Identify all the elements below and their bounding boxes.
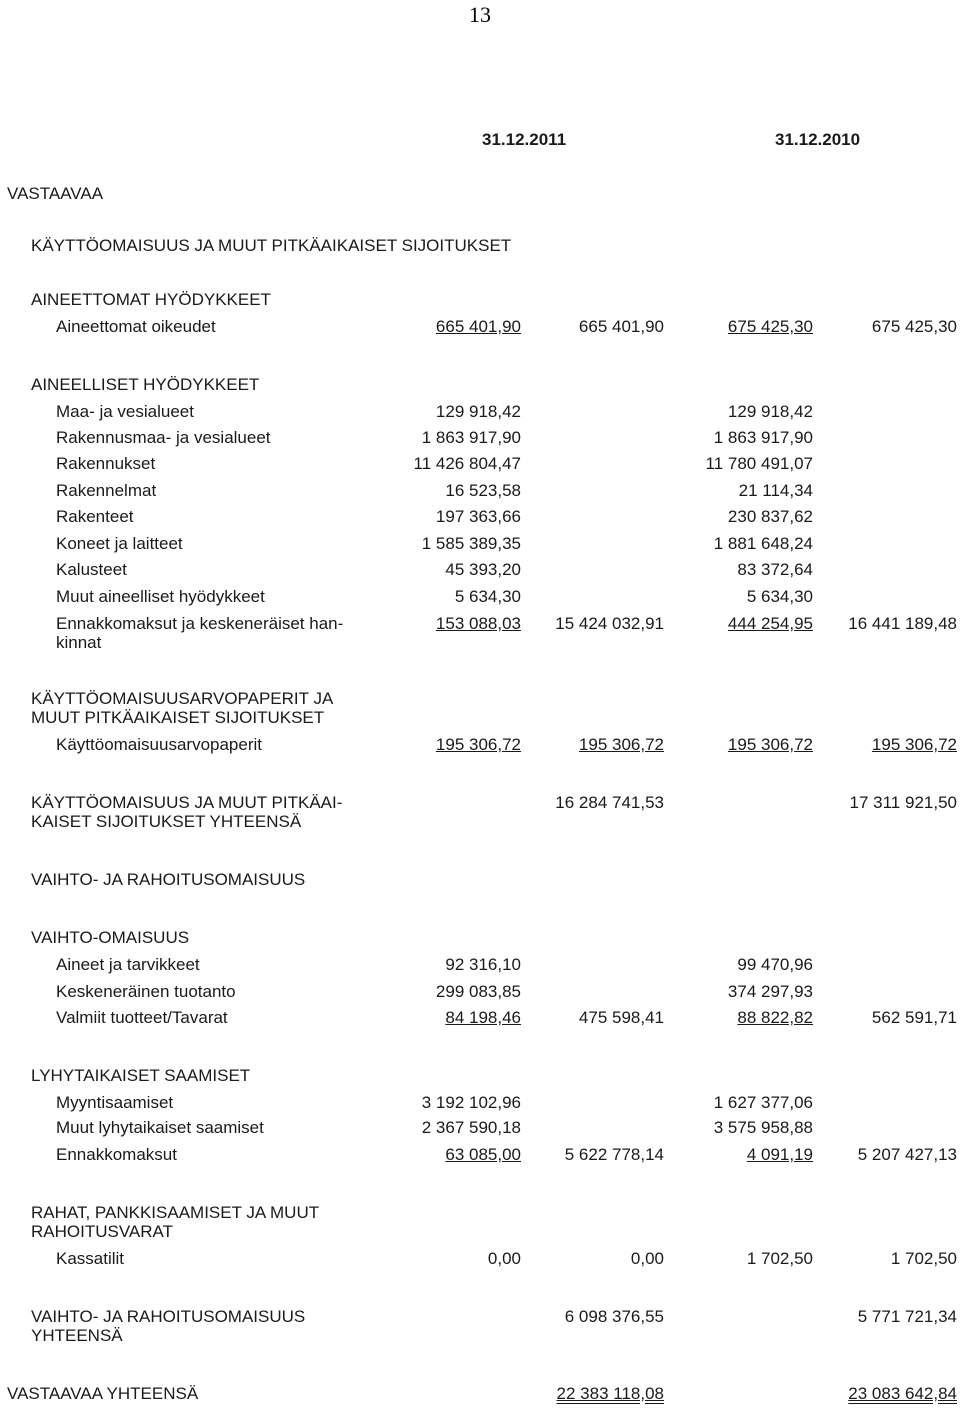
value-2010-detail: 21 114,34 [738, 481, 813, 500]
value-2010-detail: 83 372,64 [737, 560, 813, 579]
value-2010-total: 675 425,30 [871, 317, 957, 336]
value-2010-detail: 4 091,19 [746, 1145, 813, 1164]
value-2011-detail: 153 088,03 [435, 614, 521, 633]
value-2011-detail: 299 083,85 [435, 982, 521, 1001]
column-header-2010: 31.12.2010 [775, 130, 861, 149]
group-heading-rahat-line1: RAHAT, PANKKISAAMISET JA MUUT [31, 1203, 320, 1222]
row-label: Ennakkomaksut [56, 1145, 177, 1164]
value-2011-detail: 11 426 804,47 [413, 454, 521, 473]
value-2010-total: 562 591,71 [871, 1008, 957, 1027]
value-2010-total: 195 306,72 [871, 735, 957, 754]
value-2011-detail: 3 192 102,96 [421, 1093, 521, 1112]
row-label: Rakennelmat [56, 481, 157, 500]
section-total-2011: 6 098 376,55 [564, 1307, 664, 1326]
row-label-line2: kinnat [56, 633, 102, 652]
row-label: Rakenteet [56, 507, 134, 526]
row-label: Maa- ja vesialueet [56, 402, 194, 421]
value-2010-detail: 1 881 648,24 [713, 534, 813, 553]
group-heading-rahat-line2: RAHOITUSVARAT [31, 1222, 173, 1241]
group-heading-aineettomat: AINEETTOMAT HYÖDYKKEET [31, 290, 271, 309]
row-label: Aineet ja tarvikkeet [56, 955, 200, 974]
row-label: Kassatilit [56, 1249, 125, 1268]
value-2010-detail: 1 702,50 [746, 1249, 813, 1268]
value-2010-detail: 11 780 491,07 [705, 454, 813, 473]
value-2011-detail: 45 393,20 [445, 560, 521, 579]
section-total-label-line1: VAIHTO- JA RAHOITUSOMAISUUS [31, 1307, 306, 1326]
vastaavaa-heading: VASTAAVAA [7, 184, 104, 203]
row-label: Käyttöomaisuusarvopaperit [56, 735, 263, 754]
value-2011-detail: 665 401,90 [435, 317, 521, 336]
value-2010-detail: 3 575 958,88 [713, 1118, 813, 1137]
value-2010-detail: 374 297,93 [727, 982, 813, 1001]
grand-total-label: VASTAAVAA YHTEENSÄ [7, 1384, 199, 1403]
value-2010-detail: 5 634,30 [746, 587, 813, 606]
value-2011-total: 0,00 [630, 1249, 664, 1268]
row-label: Muut lyhytaikaiset saamiset [56, 1118, 264, 1137]
section-heading: VAIHTO- JA RAHOITUSOMAISUUS [31, 870, 306, 889]
value-2010-detail: 99 470,96 [737, 955, 813, 974]
row-label: Aineettomat oikeudet [56, 317, 216, 336]
value-2010-detail: 195 306,72 [727, 735, 813, 754]
value-2011-detail: 1 585 389,35 [421, 534, 521, 553]
value-2010-detail: 88 822,82 [737, 1008, 813, 1027]
section-total-2010: 17 311 921,50 [849, 793, 957, 812]
value-2011-total: 195 306,72 [578, 735, 664, 754]
row-label-line1: Ennakkomaksut ja keskeneräiset han- [56, 614, 344, 633]
row-label: Koneet ja laitteet [56, 534, 183, 553]
value-2010-detail: 129 918,42 [727, 402, 813, 421]
value-2010-detail: 230 837,62 [727, 507, 813, 526]
section-heading: KÄYTTÖOMAISUUS JA MUUT PITKÄAIKAISET SIJOITUKSET [31, 236, 512, 255]
value-2011-detail: 1 863 917,90 [421, 428, 521, 447]
value-2011-detail: 2 367 590,18 [421, 1118, 521, 1137]
row-label: Valmiit tuotteet/Tavarat [56, 1008, 228, 1027]
value-2011-detail: 5 634,30 [454, 587, 521, 606]
value-2010-detail: 1 863 917,90 [713, 428, 813, 447]
row-label: Keskeneräinen tuotanto [56, 982, 236, 1001]
page-number: 13 [469, 2, 491, 27]
value-2010-total: 16 441 189,48 [848, 614, 957, 633]
section-total-2011: 16 284 741,53 [555, 793, 664, 812]
column-header-2011: 31.12.2011 [482, 130, 567, 149]
group-heading-aineelliset: AINEELLISET HYÖDYKKEET [31, 375, 260, 394]
value-2011-total: 15 424 032,91 [555, 614, 664, 633]
section-total-label-line1: KÄYTTÖOMAISUUS JA MUUT PITKÄAI- [31, 793, 343, 812]
row-label: Muut aineelliset hyödykkeet [56, 587, 265, 606]
value-2011-detail: 16 523,58 [445, 481, 521, 500]
value-2011-total: 475 598,41 [578, 1008, 664, 1027]
value-2010-detail: 1 627 377,06 [713, 1093, 813, 1112]
section-total-label-line2: YHTEENSÄ [31, 1326, 123, 1345]
grand-total-2010: 23 083 642,84 [848, 1384, 957, 1403]
row-label: Myyntisaamiset [56, 1093, 174, 1112]
group-heading-vaihto: VAIHTO-OMAISUUS [31, 928, 190, 947]
value-2011-total: 5 622 778,14 [564, 1145, 664, 1164]
row-label: Rakennukset [56, 454, 156, 473]
value-2011-detail: 197 363,66 [435, 507, 521, 526]
section-total-label-line2: KAISET SIJOITUKSET YHTEENSÄ [31, 812, 302, 831]
value-2010-total: 1 702,50 [890, 1249, 957, 1268]
section-total-2010: 5 771 721,34 [857, 1307, 957, 1326]
value-2010-detail: 444 254,95 [727, 614, 813, 633]
value-2011-detail: 92 316,10 [445, 955, 521, 974]
value-2010-detail: 675 425,30 [727, 317, 813, 336]
group-heading-saamiset: LYHYTAIKAISET SAAMISET [31, 1066, 251, 1085]
value-2011-detail: 195 306,72 [435, 735, 521, 754]
row-label: Kalusteet [56, 560, 127, 579]
value-2011-detail: 0,00 [487, 1249, 521, 1268]
value-2010-total: 5 207 427,13 [857, 1145, 957, 1164]
group-heading-arvopaperit-line1: KÄYTTÖOMAISUUSARVOPAPERIT JA [31, 689, 334, 708]
group-heading-arvopaperit-line2: MUUT PITKÄAIKAISET SIJOITUKSET [31, 708, 325, 727]
value-2011-detail: 129 918,42 [435, 402, 521, 421]
value-2011-total: 665 401,90 [578, 317, 664, 336]
row-label: Rakennusmaa- ja vesialueet [56, 428, 271, 447]
value-2011-detail: 84 198,46 [445, 1008, 521, 1027]
grand-total-2011: 22 383 118,08 [556, 1384, 664, 1403]
value-2011-detail: 63 085,00 [445, 1145, 521, 1164]
